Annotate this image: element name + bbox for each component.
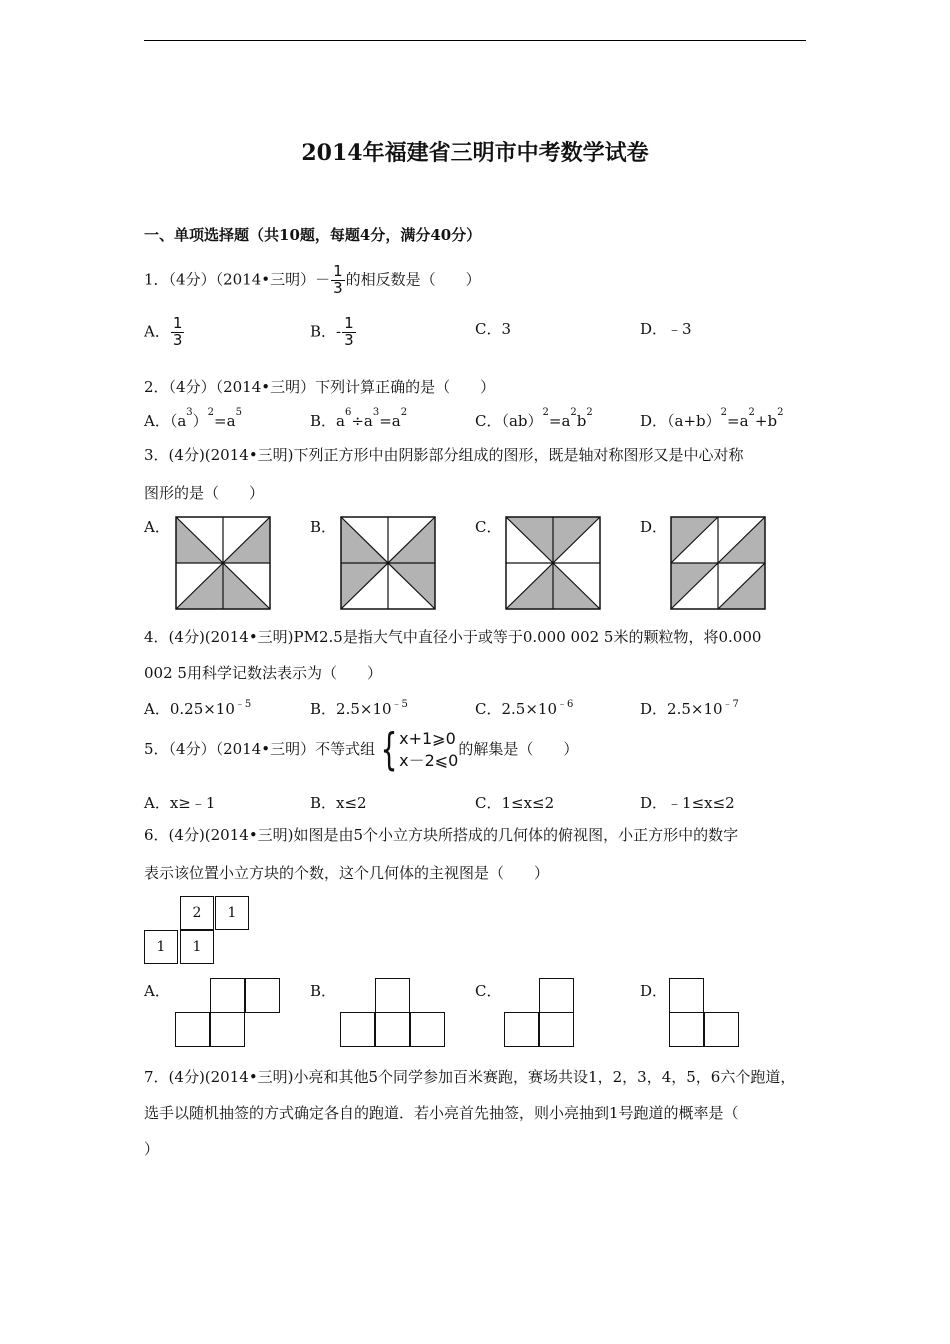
q5-option-c[interactable]: C．1≤x≤2 — [475, 794, 555, 812]
question-4-line1: 4．(4分)(2014•三明)PM2.5是指大气中直径小于或等于0.000 002 5米的颗粒物，将0.000 — [144, 628, 762, 646]
q5-prefix: 5．（4分）（2014•三明）不等式组 — [144, 740, 376, 758]
question-6-line1: 6．(4分)(2014•三明)如图是由5个小立方块所搭成的几何体的俯视图，小正方形中的数字 — [144, 826, 739, 844]
question-1 — [144, 264, 481, 297]
section-heading: 一、单项选择题（共10题，每题4分，满分40分） — [144, 226, 482, 244]
q6-option-d-label[interactable]: D． — [640, 982, 668, 1000]
q5-inequality-system: x+1⩾0 x－2⩽0 — [399, 729, 459, 770]
q2-option-b[interactable]: B．$a^6\div a^3=a^2$ — [310, 407, 408, 430]
q3-option-b-label[interactable]: B． — [310, 518, 337, 536]
header-rule — [144, 40, 806, 41]
top-view-cell: 1 — [215, 896, 249, 930]
question-3-line2: 图形的是（ ） — [144, 484, 265, 502]
q1-prefix: 1．（4分）（2014•三明） — [144, 270, 316, 289]
q3-option-b-figure[interactable] — [340, 516, 436, 610]
q5-option-b[interactable]: B．x≤2 — [310, 794, 367, 812]
page-title: 2014年福建省三明市中考数学试卷 — [301, 140, 649, 166]
q3-option-a-figure[interactable] — [175, 516, 271, 610]
question-7-line1: 7．(4分)(2014•三明)小亮和其他5个同学参加百米赛跑，赛场共设1，2，3，4，5，6六个跑道， — [144, 1068, 796, 1086]
question-5 — [144, 724, 579, 775]
top-view-cell: 1 — [180, 930, 214, 964]
q4-option-a[interactable]: A．$0.25\times 10^{﹣5}$ — [144, 699, 252, 718]
question-6-line2: 表示该位置小立方块的个数，这个几何体的主视图是（ ） — [144, 864, 550, 882]
q1-option-b[interactable]: B．- $\frac{1}{3}$ — [310, 314, 354, 349]
q1-option-d[interactable]: D．﹣3 — [640, 320, 692, 338]
q6-option-b-label[interactable]: B． — [310, 982, 337, 1000]
q5-suffix: 的解集是（ ） — [458, 740, 579, 758]
question-7-line2: 选手以随机抽签的方式确定各自的跑道．若小亮首先抽签，则小亮抽到1号跑道的概率是（ — [144, 1104, 739, 1122]
q1-option-a[interactable]: A． $\frac{1}{3}$ — [144, 314, 183, 349]
q1-option-c[interactable]: C．3 — [475, 320, 512, 338]
q3-option-a-label[interactable]: A． — [144, 518, 170, 536]
q4-option-c[interactable]: C．$2.5\times 10^{﹣6}$ — [475, 699, 574, 718]
q1-suffix: 的相反数是（ ） — [345, 270, 481, 289]
q2-option-c[interactable]: C．$(ab)^2=a^2b^2$ — [475, 407, 593, 430]
q6-option-c-label[interactable]: C． — [475, 982, 502, 1000]
question-3-line1: 3．(4分)(2014•三明)下列正方形中由阴影部分组成的图形，既是轴对称图形又是中心对称 — [144, 446, 744, 464]
q4-option-b[interactable]: B．$2.5\times 10^{﹣5}$ — [310, 699, 408, 718]
q3-option-c-figure[interactable] — [505, 516, 601, 610]
q6-option-a-label[interactable]: A． — [144, 982, 170, 1000]
question-4-line2: 002 5用科学记数法表示为（ ） — [144, 664, 382, 682]
q3-option-d-label[interactable]: D． — [640, 518, 668, 536]
q5-option-d[interactable]: D．﹣1≤x≤2 — [640, 794, 735, 812]
q5-option-a[interactable]: A．x≥﹣1 — [144, 794, 216, 812]
q2-option-a[interactable]: A．$(a^3)^2=a^5$ — [144, 407, 242, 430]
q2-option-d[interactable]: D．$(a+b)^2=a^2+b^2$ — [640, 407, 784, 430]
brace-icon: { — [380, 724, 398, 775]
q1-minus: － — [315, 270, 331, 289]
q3-option-c-label[interactable]: C． — [475, 518, 502, 536]
q4-option-d[interactable]: D．$2.5\times 10^{﹣7}$ — [640, 699, 739, 718]
top-view-cell: 2 — [180, 896, 214, 930]
top-view-cell: 1 — [144, 930, 178, 964]
question-7-line3: ） — [144, 1140, 160, 1158]
q1-fraction: $\frac{1}{3}$ — [333, 262, 343, 297]
question-2: 2．（4分）（2014•三明）下列计算正确的是（ ） — [144, 378, 496, 396]
q3-option-d-figure[interactable] — [670, 516, 766, 610]
